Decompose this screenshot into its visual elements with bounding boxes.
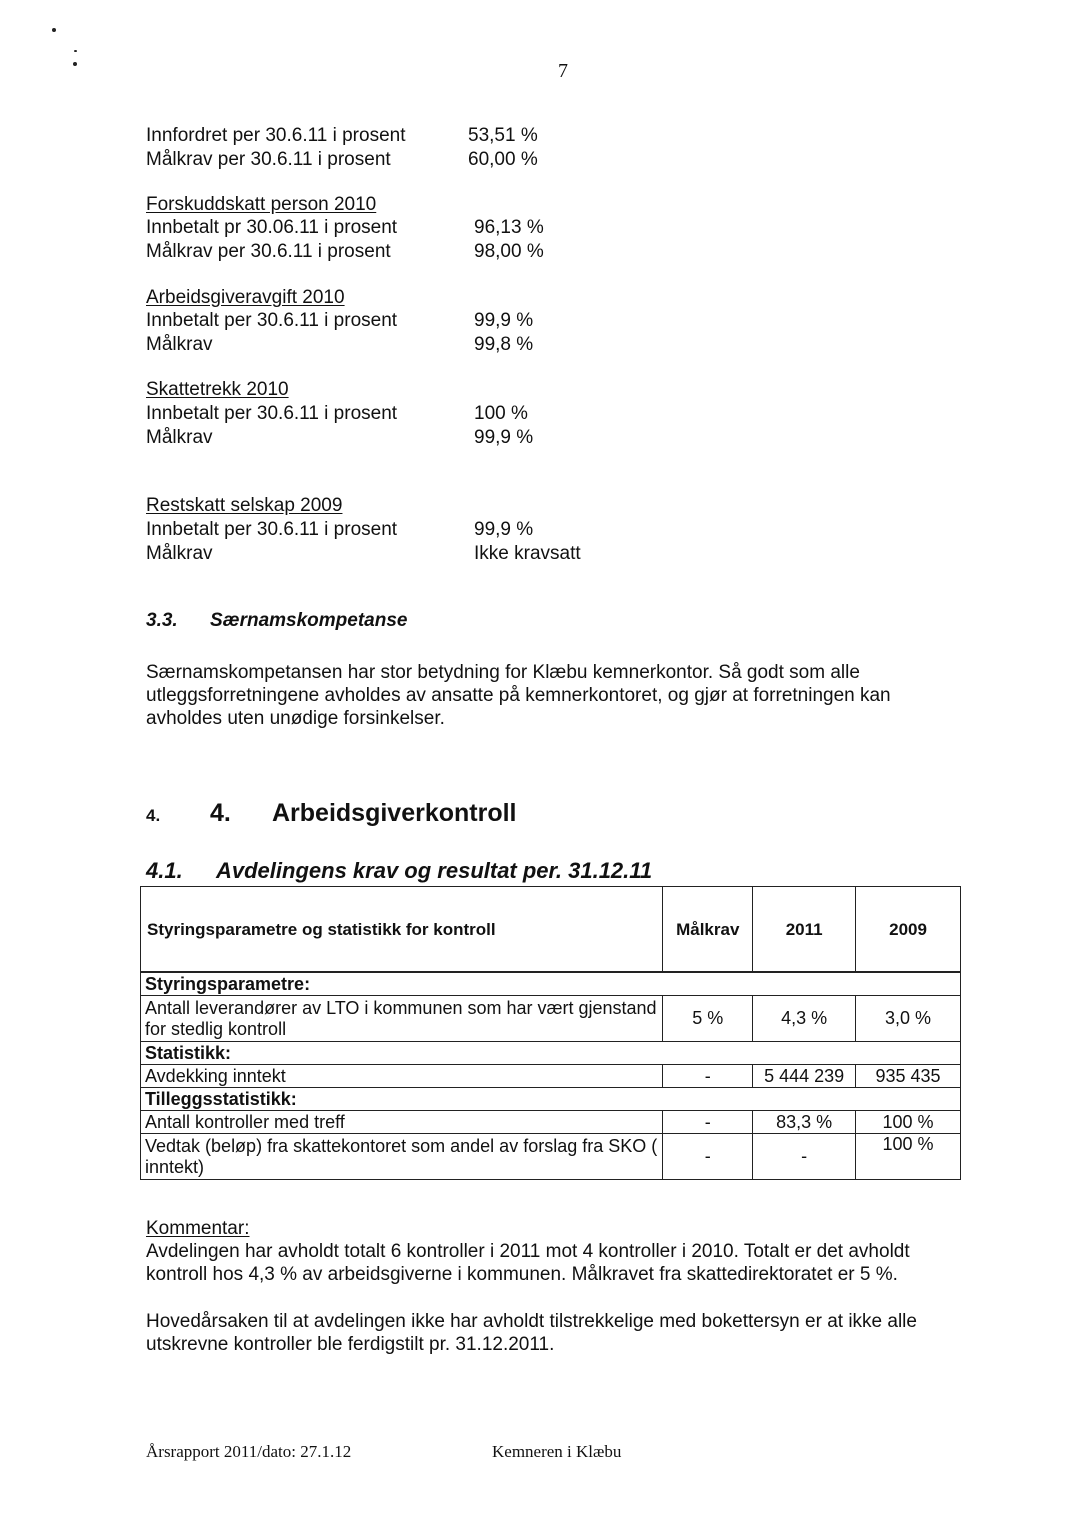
row-2011: - — [753, 1134, 856, 1180]
group-row-value: 99,9 % — [474, 310, 534, 331]
group-row-label: Innbetalt per 30.6.11 i prosent — [146, 310, 398, 331]
group-row-label: Målkrav — [146, 543, 213, 564]
header-cell: 2009 — [856, 887, 961, 973]
footer-right: Kemneren i Klæbu — [492, 1442, 622, 1461]
section-3-3-number: 3.3. — [146, 610, 178, 631]
row-2009: 935 435 — [856, 1065, 961, 1088]
kommentar-title: Kommentar: — [146, 1218, 250, 1239]
row-label: Antall kontroller med treff — [141, 1111, 663, 1134]
group-row-label: Innbetalt per 30.6.11 i prosent — [146, 519, 398, 540]
group-title: Restskatt selskap 2009 — [146, 495, 343, 516]
table-row — [141, 1134, 961, 1180]
innfordret-value: 53,51 % — [468, 125, 538, 146]
group-row-value: 98,00 % — [474, 241, 544, 262]
group-row-label: Målkrav — [146, 427, 213, 448]
page-number: 7 — [558, 60, 568, 82]
innfordret-label: Innfordret per 30.6.11 i prosent — [146, 125, 406, 146]
section-title: Tilleggsstatistikk: — [141, 1088, 961, 1111]
row-2009: 3,0 % — [856, 996, 961, 1042]
row-label: Avdekking inntekt — [141, 1065, 663, 1088]
group-row-value: Ikke kravsatt — [474, 543, 581, 564]
group-row-value: 99,8 % — [474, 334, 534, 355]
group-row-label: Innbetalt pr 30.06.11 i prosent — [146, 217, 398, 238]
footer-left: Årsrapport 2011/dato: 27.1.12 — [146, 1442, 352, 1461]
table-row — [141, 996, 961, 1042]
scan-mark — [74, 50, 77, 52]
malkrav-value: 60,00 % — [468, 149, 538, 170]
group-row-label: Målkrav — [146, 334, 213, 355]
section-4-number: 4. — [210, 799, 231, 827]
group-row-value: 99,9 % — [474, 427, 534, 448]
group-row-value: 100 % — [474, 403, 528, 424]
section-4-outline-number: 4. — [146, 806, 161, 825]
body-line: utleggsforretningene avholdes av ansatte på kemnerkontoret, og gjør at forretningen kan — [146, 685, 891, 706]
header-cell: Styringsparametre og statistikk for kontroll — [141, 887, 663, 973]
row-2009: 100 % — [856, 1111, 961, 1134]
header-cell: Målkrav — [663, 887, 753, 973]
table-header-row — [141, 887, 961, 973]
scan-mark — [52, 28, 56, 32]
row-malkrav: - — [663, 1065, 753, 1088]
row-malkrav: 5 % — [663, 996, 753, 1042]
section-4-1-title: Avdelingens krav og resultat per. 31.12.11 — [216, 858, 653, 883]
group-title: Forskuddskatt person 2010 — [146, 194, 377, 215]
body-line: Avdelingen har avholdt totalt 6 kontroller i 2011 mot 4 kontroller i 2010. Totalt er det avholdt — [146, 1241, 910, 1262]
section-4-1-number: 4.1. — [146, 858, 183, 883]
scan-mark — [73, 62, 77, 66]
table-section-row — [141, 972, 961, 996]
row-malkrav: - — [663, 1111, 753, 1134]
body-line: kontroll hos 4,3 % av arbeidsgiverne i kommunen. Målkravet fra skattedirektoratet er 5 %. — [146, 1264, 898, 1285]
header-cell: 2011 — [753, 887, 856, 973]
group-row-value: 99,9 % — [474, 519, 534, 540]
section-title: Statistikk: — [141, 1042, 961, 1065]
body-line: Særnamskompetansen har stor betydning for Klæbu kemnerkontor. Så godt som alle — [146, 662, 860, 683]
row-label: Antall leverandører av LTO i kommunen som har vært gjenstand for stedlig kontroll — [141, 996, 663, 1042]
row-2011: 83,3 % — [753, 1111, 856, 1134]
kommentar-paragraph — [146, 1310, 976, 1356]
section-title: Styringsparametre: — [141, 972, 961, 996]
group-title: Arbeidsgiveravgift 2010 — [146, 287, 345, 308]
group-row-label: Innbetalt per 30.6.11 i prosent — [146, 403, 398, 424]
section-4-title: Arbeidsgiverkontroll — [272, 799, 517, 827]
row-2011: 4,3 % — [753, 996, 856, 1042]
kontroll-table — [140, 886, 961, 1180]
table-row — [141, 1065, 961, 1088]
table-section-row — [141, 1088, 961, 1111]
kommentar-paragraph — [146, 1240, 976, 1286]
body-line: avholdes uten unødige forsinkelser. — [146, 708, 445, 729]
section-3-3-title: Særnamskompetanse — [210, 610, 408, 631]
row-malkrav: - — [663, 1134, 753, 1180]
row-2011: 5 444 239 — [753, 1065, 856, 1088]
table-row — [141, 1111, 961, 1134]
group-row-label: Målkrav per 30.6.11 i prosent — [146, 241, 391, 262]
table-section-row — [141, 1042, 961, 1065]
row-label: Vedtak (beløp) fra skattekontoret som andel av forslag fra SKO ( inntekt) — [141, 1134, 663, 1180]
malkrav-label: Målkrav per 30.6.11 i prosent — [146, 149, 391, 170]
body-line: Hovedårsaken til at avdelingen ikke har avholdt tilstrekkelige med bokettersyn er at ikke alle — [146, 1311, 917, 1332]
group-title: Skattetrekk 2010 — [146, 379, 289, 400]
body-line: utskrevne kontroller ble ferdigstilt pr. 31.12.2011. — [146, 1334, 555, 1355]
row-2009: 100 % — [856, 1134, 961, 1180]
section-3-3-body — [146, 661, 976, 730]
group-row-value: 96,13 % — [474, 217, 544, 238]
